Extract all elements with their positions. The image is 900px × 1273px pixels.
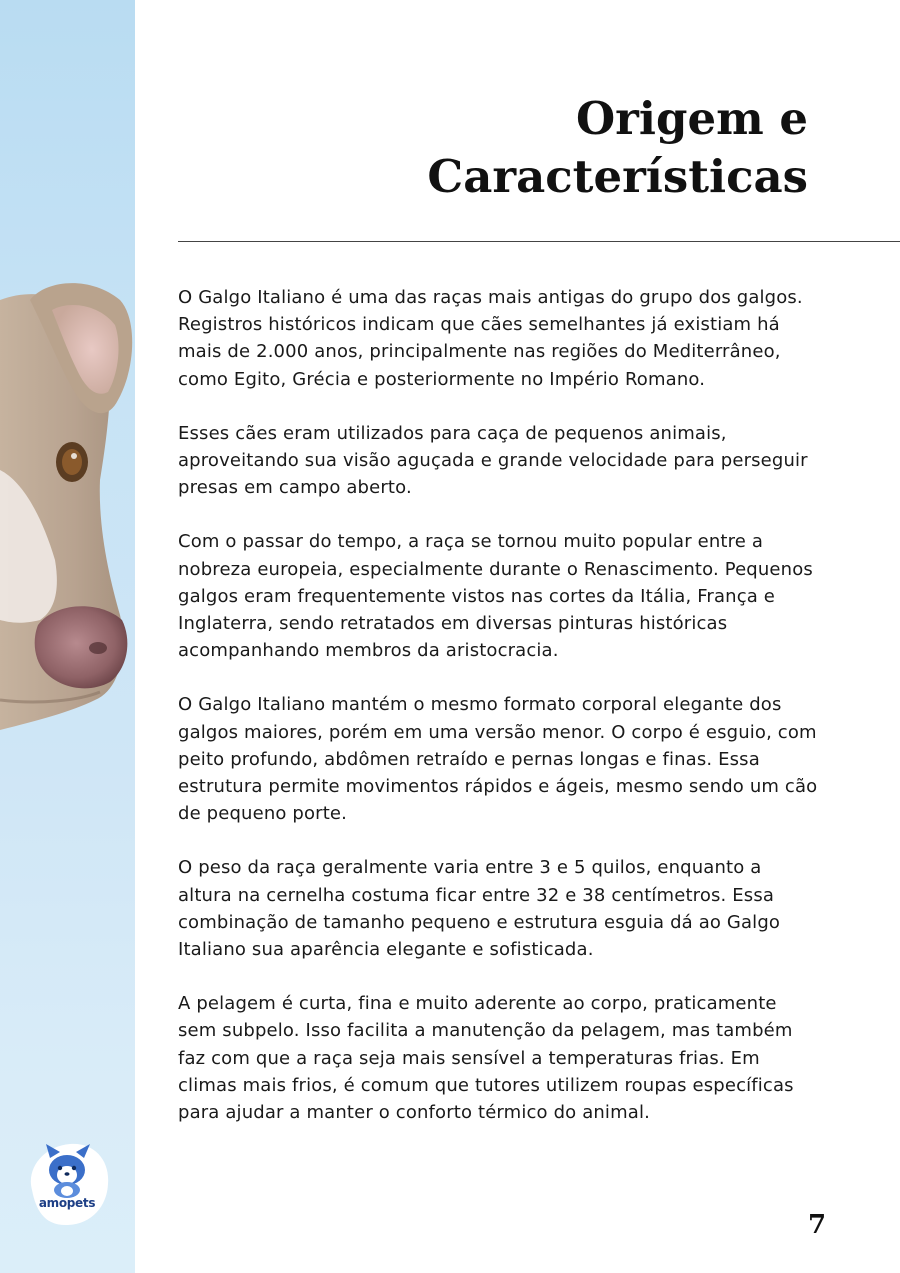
page-number: 7 [807, 1210, 827, 1240]
page-title-line-2: Características [427, 150, 808, 203]
logo-text: amopets [38, 1196, 96, 1210]
body-text [178, 284, 818, 1153]
paragraph: O Galgo Italiano mantém o mesmo formato corporal elegante dos galgos maiores, porém em uma versão menor. O corpo é esguio, com peito profundo, abdômen retraído e pernas longas e finas. Essa estrutura permite movimentos rápidos e ágeis, mesmo sendo um cão de pequeno porte. [178, 694, 818, 825]
page-title-line-1: Origem e [575, 92, 808, 145]
paragraph: A pelagem é curta, fina e muito aderente ao corpo, praticamente sem subpelo. Isso facilita a manutenção da pelagem, mas também faz com que a raça seja mais sensível a temperaturas frias. Em climas mais frios, é comum que tutores utilizem roupas específicas para ajudar a manter o conforto térmico do animal. [178, 993, 794, 1124]
corgi-dog-icon [22, 1140, 112, 1228]
paragraph: O peso da raça geralmente varia entre 3 e 5 quilos, enquanto a altura na cernelha costuma ficar entre 32 e 38 centímetros. Essa combinação de tamanho pequeno e estrutura esguia dá ao Galgo Italiano sua aparência elegante e sofisticada. [178, 857, 781, 961]
greyhound-dog-photo [0, 0, 135, 1273]
paragraph: Esses cães eram utilizados para caça de pequenos animais, aproveitando sua visão aguçada e grande velocidade para perseguir presas em campo aberto. [178, 422, 808, 499]
amopets-logo [22, 1140, 112, 1228]
dog-photo-strip [0, 0, 135, 1273]
paragraph: O Galgo Italiano é uma das raças mais antigas do grupo dos galgos. Registros históricos indicam que cães semelhantes já existiam há mais de 2.000 anos, principalmente nas regiões do Mediterrâneo, como Egito, Grécia e posteriormente no Império Romano. [178, 287, 803, 390]
page-title [208, 90, 808, 206]
paragraph: Com o passar do tempo, a raça se tornou muito popular entre a nobreza europeia, especialmente durante o Renascimento. Pequenos galgos eram frequentemente vistos nas cortes da Itália, França e Inglaterra, sendo retratados em diversas pinturas históricas acompanhando membros da aristocracia. [178, 531, 813, 662]
title-divider [178, 241, 900, 242]
